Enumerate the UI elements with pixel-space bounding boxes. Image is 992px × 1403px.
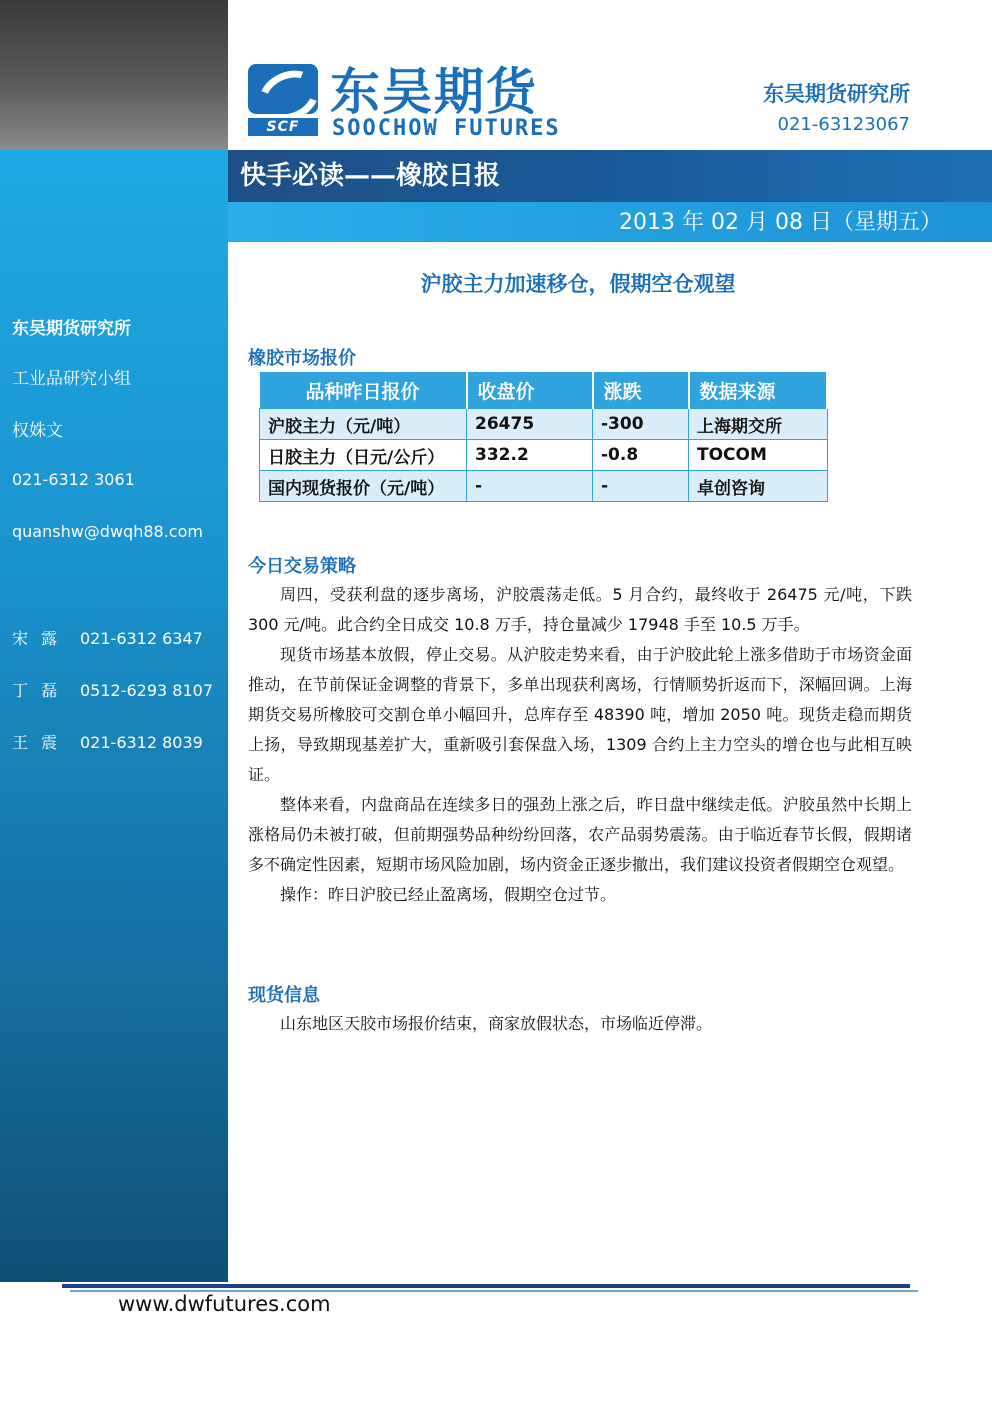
quote-table <box>259 372 828 502</box>
strategy-paragraph: 操作：昨日沪胶已经止盈离场，假期空仓过节。 <box>280 885 617 904</box>
column-header: 品种昨日报价 <box>260 372 467 409</box>
table-cell: TOCOM <box>689 440 828 471</box>
header-org: 东吴期货研究所 <box>763 82 910 106</box>
sidebar-email[interactable]: quanshw@dwqh88.com <box>12 522 203 541</box>
table-cell: - <box>593 471 689 502</box>
strategy-section-title: 今日交易策略 <box>248 556 356 577</box>
company-logo <box>248 60 588 142</box>
logo-text-cn: 东吴期货 <box>330 63 538 121</box>
footer-rule <box>62 1284 910 1288</box>
sidebar-phone: 021-6312 3061 <box>12 470 135 489</box>
table-cell: 国内现货报价（元/吨） <box>260 471 467 502</box>
logo-mark-icon <box>248 64 318 114</box>
contact-phone: 021-6312 6347 <box>80 629 203 648</box>
table-row <box>260 440 828 471</box>
spot-section-title: 现货信息 <box>248 985 320 1006</box>
contact-phone: 0512-6293 8107 <box>80 681 214 700</box>
sidebar-contact <box>12 626 203 649</box>
table-cell: 日胶主力（日元/公斤） <box>260 440 467 471</box>
sidebar-top-block <box>0 0 228 150</box>
sidebar-org: 东吴期货研究所 <box>12 319 131 339</box>
report-date: 2013 年 02 月 08 日（星期五） <box>228 202 992 242</box>
spot-paragraph: 山东地区天胶市场报价结束，商家放假状态，市场临近停滞。 <box>280 1014 713 1033</box>
logo-text-en: SOOCHOW FUTURES <box>332 116 561 141</box>
table-cell: 上海期交所 <box>689 409 828 440</box>
footer-website-link[interactable]: www.dwfutures.com <box>118 1292 331 1316</box>
sidebar-contact <box>12 730 203 753</box>
table-header-row <box>260 372 828 409</box>
table-cell: - <box>467 471 593 502</box>
logo-badge: SCF <box>248 118 318 136</box>
table-cell: 沪胶主力（元/吨） <box>260 409 467 440</box>
report-title: 快手必读——橡胶日报 <box>228 150 992 202</box>
contact-name: 丁 磊 <box>12 681 62 700</box>
contact-name: 王 震 <box>12 733 62 752</box>
strategy-paragraph: 现货市场基本放假，停止交易。从沪胶走势来看，由于沪胶此轮上涨多借助于市场资金面推动，在节前保证金调整的背景下，多单出现获利离场，行情顺势折返而下，深幅回调。上海期货交易所橡胶可交割仓单小幅回升，总库存至 48390 吨，增加 2050 吨。现货走稳而期货上扬，导致期现基差扩大，重新吸引套保盘入场，1309 合约上主力空头的增仓也与此相互映证。 <box>248 645 912 784</box>
table-row <box>260 409 828 440</box>
table-cell: 332.2 <box>467 440 593 471</box>
contact-name: 宋 露 <box>12 629 62 648</box>
sidebar <box>0 150 228 1282</box>
contact-phone: 021-6312 8039 <box>80 733 203 752</box>
strategy-paragraph: 整体来看，内盘商品在连续多日的强劲上涨之后，昨日盘中继续走低。沪胶虽然中长期上涨格局仍未被打破，但前期强势品种纷纷回落，农产品弱势震荡。由于临近春节长假，假期诸多不确定性因素，短期市场风险加剧，场内资金正逐步撤出，我们建议投资者假期空仓观望。 <box>248 795 912 874</box>
header-phone: 021-63123067 <box>777 114 910 135</box>
table-cell: -0.8 <box>593 440 689 471</box>
strategy-text <box>248 580 912 910</box>
sidebar-author: 权姝文 <box>12 421 63 441</box>
spot-text <box>248 1009 912 1039</box>
column-header: 收盘价 <box>467 372 593 409</box>
column-header: 涨跌 <box>593 372 689 409</box>
table-cell: 26475 <box>467 409 593 440</box>
market-section-title: 橡胶市场报价 <box>248 348 356 369</box>
table-row <box>260 471 828 502</box>
sidebar-group: 工业品研究小组 <box>12 369 131 389</box>
table-cell: -300 <box>593 409 689 440</box>
table-cell: 卓创咨询 <box>689 471 828 502</box>
column-header: 数据来源 <box>689 372 828 409</box>
sidebar-contact <box>12 678 213 701</box>
strategy-paragraph: 周四，受获利盘的逐步离场，沪胶震荡走低。5 月合约，最终收于 26475 元/吨，下跌 300 元/吨。此合约全日成交 10.8 万手，持仓量减少 17948 手至 10.5 万手。 <box>248 585 912 634</box>
headline: 沪胶主力加速移仓，假期空仓观望 <box>420 272 736 296</box>
